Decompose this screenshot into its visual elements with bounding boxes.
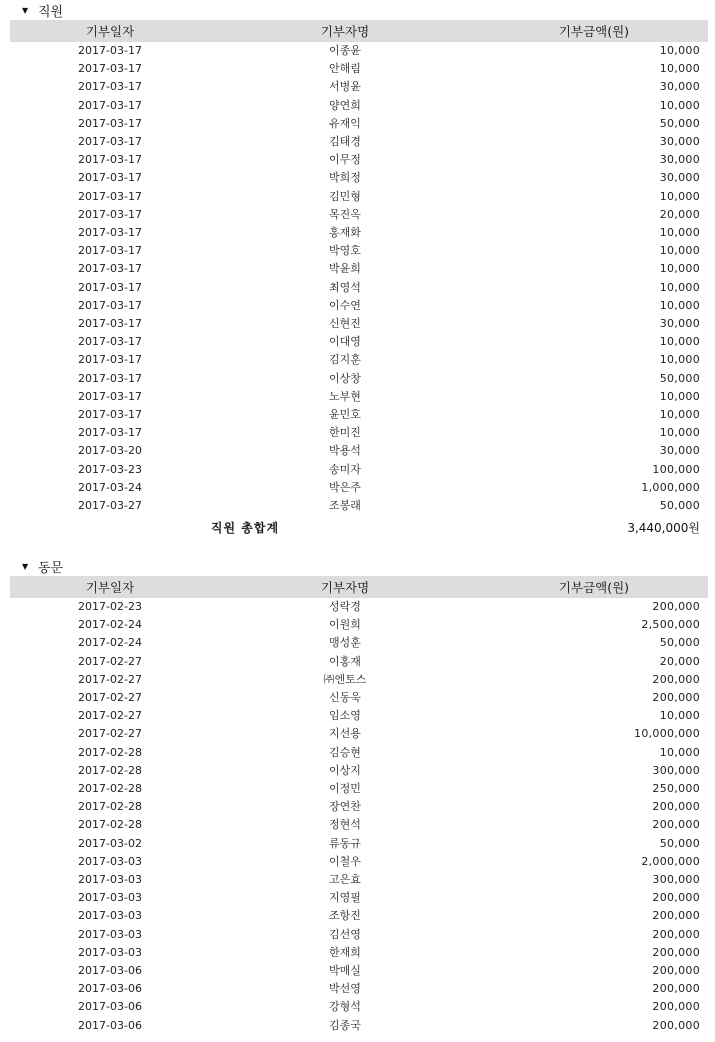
table-row [10,1017,708,1035]
triangle-down-icon: ▼ [22,561,29,571]
row-amount: 30,000 [659,135,700,149]
row-donor-name: 류동규 [329,836,361,850]
table-row [10,206,708,224]
row-amount: 10,000 [659,426,700,440]
row-amount: 200,000 [652,891,700,905]
staff-section-toggle[interactable] [0,0,715,20]
row-donor-name: 지영필 [329,891,361,905]
row-date: 2017-03-17 [78,189,142,203]
row-donor-name: 조봉래 [329,499,361,513]
table-row [10,907,708,925]
row-donor-name: 이무정 [329,153,361,167]
row-amount: 200,000 [652,672,700,686]
row-date: 2017-03-20 [78,444,142,458]
table-row [10,370,708,388]
row-donor-name: 유재익 [329,116,361,130]
table-row [10,762,708,780]
row-amount: 10,000 [659,262,700,276]
row-donor-name: 장연찬 [329,800,361,814]
table-row [10,479,708,497]
table-row [10,351,708,369]
row-amount: 10,000 [659,244,700,258]
row-donor-name: 임소영 [329,709,361,723]
row-amount: 10,000 [659,98,700,112]
table-row [10,188,708,206]
row-donor-name: 한미진 [329,426,361,440]
row-donor-name: 이철우 [329,854,361,868]
row-date: 2017-03-17 [78,135,142,149]
table-row [10,798,708,816]
row-amount: 30,000 [659,153,700,167]
row-amount: 2,500,000 [641,618,700,632]
table-row [10,653,708,671]
row-amount: 20,000 [659,207,700,221]
row-date: 2017-03-17 [78,171,142,185]
row-donor-name: 김지훈 [329,353,361,367]
row-date: 2017-03-17 [78,426,142,440]
table-row [10,115,708,133]
row-date: 2017-03-17 [78,280,142,294]
table-row [10,889,708,907]
row-donor-name: 조항진 [329,909,361,923]
row-amount: 200,000 [652,818,700,832]
row-donor-name: 홍재화 [329,226,361,240]
header-date: 기부일자 [10,576,210,598]
row-date: 2017-02-27 [78,654,142,668]
row-donor-name: 신동욱 [329,691,361,705]
table-row [10,224,708,242]
row-amount: 30,000 [659,171,700,185]
row-donor-name: 윤민호 [329,408,361,422]
alumni-section [0,556,715,1035]
table-row [10,835,708,853]
row-amount: 10,000 [659,745,700,759]
header-amount: 기부금액(원) [480,576,708,598]
row-amount: 30,000 [659,80,700,94]
table-row [10,816,708,834]
row-amount: 10,000 [659,408,700,422]
row-amount: 10,000 [659,44,700,57]
row-amount: 200,000 [652,927,700,941]
row-date: 2017-03-06 [78,1000,142,1014]
row-date: 2017-02-28 [78,782,142,796]
row-donor-name: 이홍재 [329,654,361,668]
row-donor-name: 정현석 [329,818,361,832]
row-donor-name: 박선영 [329,982,361,996]
row-date: 2017-03-17 [78,317,142,331]
row-amount: 50,000 [659,836,700,850]
row-amount: 10,000 [659,335,700,349]
row-donor-name: 이대영 [329,335,361,349]
row-date: 2017-03-24 [78,480,142,494]
row-donor-name: 박윤희 [329,262,361,276]
row-date: 2017-03-17 [78,44,142,57]
row-donor-name: 고은효 [329,873,361,887]
row-donor-name: 최영석 [329,280,361,294]
row-amount: 200,000 [652,982,700,996]
row-date: 2017-02-27 [78,691,142,705]
row-amount: 30,000 [659,317,700,331]
alumni-section-toggle[interactable] [0,556,715,576]
row-date: 2017-03-06 [78,982,142,996]
row-date: 2017-03-06 [78,964,142,978]
row-date: 2017-02-27 [78,709,142,723]
row-date: 2017-03-02 [78,836,142,850]
row-date: 2017-03-17 [78,244,142,258]
row-donor-name: 김선영 [329,927,361,941]
header-date: 기부일자 [10,20,210,42]
row-date: 2017-02-23 [78,600,142,613]
row-donor-name: 이정민 [329,782,361,796]
table-row [10,169,708,187]
table-row [10,926,708,944]
table-header-row [10,576,708,598]
row-date: 2017-03-06 [78,1018,142,1032]
row-amount: 200,000 [652,691,700,705]
row-date: 2017-03-03 [78,927,142,941]
row-amount: 100,000 [652,462,700,476]
row-donor-name: 노부현 [329,389,361,403]
row-date: 2017-02-27 [78,672,142,686]
table-row [10,97,708,115]
alumni-section-title: 동문 [38,560,64,576]
row-amount: 200,000 [652,1018,700,1032]
row-date: 2017-03-03 [78,945,142,959]
row-amount: 20,000 [659,654,700,668]
table-header-row [10,20,708,42]
table-row [10,297,708,315]
row-date: 2017-03-23 [78,462,142,476]
table-row [10,42,708,60]
row-date: 2017-03-17 [78,116,142,130]
row-donor-name: 양연희 [329,98,361,112]
row-amount: 10,000,000 [634,727,700,741]
alumni-donation-table [10,576,708,1035]
row-amount: 200,000 [652,800,700,814]
row-date: 2017-03-17 [78,226,142,240]
alumni-table-body [10,598,708,1035]
row-amount: 2,000,000 [641,854,700,868]
row-donor-name: 김승현 [329,745,361,759]
row-donor-name: 송미자 [329,462,361,476]
row-donor-name: 박영호 [329,244,361,258]
row-date: 2017-03-17 [78,371,142,385]
row-amount: 200,000 [652,1000,700,1014]
header-donor: 기부자명 [210,20,480,42]
header-amount: 기부금액(원) [480,20,708,42]
table-row [10,60,708,78]
row-date: 2017-02-28 [78,818,142,832]
row-date: 2017-03-17 [78,98,142,112]
row-donor-name: 이종윤 [329,44,361,57]
row-amount: 50,000 [659,499,700,513]
row-amount: 200,000 [652,945,700,959]
table-row [10,151,708,169]
row-donor-name: 목진옥 [329,207,361,221]
row-donor-name: 강형석 [329,1000,361,1014]
row-donor-name: 이원희 [329,618,361,632]
row-donor-name: 박은주 [329,480,361,494]
row-amount: 50,000 [659,116,700,130]
table-row [10,944,708,962]
row-donor-name: 박희정 [329,171,361,185]
table-row [10,616,708,634]
row-amount: 30,000 [659,444,700,458]
row-date: 2017-03-03 [78,909,142,923]
row-date: 2017-03-17 [78,353,142,367]
row-amount: 200,000 [652,600,700,613]
table-row [10,78,708,96]
row-donor-name: 신현진 [329,317,361,331]
row-amount: 200,000 [652,964,700,978]
row-amount: 1,000,000 [641,480,700,494]
table-row [10,671,708,689]
table-row [10,598,708,616]
row-donor-name: 이수연 [329,298,361,312]
row-date: 2017-03-17 [78,207,142,221]
row-date: 2017-03-17 [78,153,142,167]
row-donor-name: 성락경 [329,600,361,613]
row-donor-name: 이상창 [329,371,361,385]
table-row [10,279,708,297]
row-date: 2017-03-17 [78,335,142,349]
row-amount: 10,000 [659,298,700,312]
row-date: 2017-02-28 [78,800,142,814]
table-row [10,406,708,424]
table-row [10,998,708,1016]
row-donor-name: 한재희 [329,945,361,959]
row-date: 2017-03-17 [78,62,142,76]
table-row [10,461,708,479]
table-row [10,853,708,871]
staff-section-title: 직원 [38,4,64,20]
row-donor-name: 김종국 [329,1018,361,1032]
row-date: 2017-02-24 [78,636,142,650]
staff-donation-table [10,20,708,515]
row-date: 2017-02-24 [78,618,142,632]
triangle-down-icon: ▼ [22,5,29,15]
row-donor-name: ㈜엔토스 [323,672,367,686]
row-donor-name: 서병윤 [329,80,361,94]
row-date: 2017-03-17 [78,298,142,312]
row-amount: 10,000 [659,280,700,294]
row-amount: 50,000 [659,371,700,385]
row-amount: 10,000 [659,353,700,367]
table-row [10,707,708,725]
row-date: 2017-03-17 [78,408,142,422]
table-row [10,689,708,707]
table-row [10,424,708,442]
row-amount: 50,000 [659,636,700,650]
table-row [10,442,708,460]
row-amount: 300,000 [652,763,700,777]
table-row [10,962,708,980]
table-row [10,634,708,652]
row-date: 2017-03-03 [78,891,142,905]
row-amount: 250,000 [652,782,700,796]
row-amount: 10,000 [659,62,700,76]
header-donor: 기부자명 [210,576,480,598]
table-row [10,260,708,278]
table-row [10,725,708,743]
row-date: 2017-03-17 [78,262,142,276]
row-donor-name: 맹성훈 [329,636,361,650]
row-donor-name: 지선용 [329,727,361,741]
row-donor-name: 안해림 [329,62,361,76]
row-date: 2017-03-03 [78,854,142,868]
staff-total-value: 3,440,000원 [627,520,700,535]
row-amount: 200,000 [652,909,700,923]
row-amount: 10,000 [659,709,700,723]
row-date: 2017-03-27 [78,499,142,513]
row-date: 2017-02-28 [78,763,142,777]
staff-total-label: 직원 총합계 [210,520,280,535]
row-donor-name: 박매실 [329,964,361,978]
row-date: 2017-03-17 [78,80,142,94]
row-amount: 10,000 [659,189,700,203]
table-row [10,133,708,151]
table-row [10,242,708,260]
table-row [10,980,708,998]
table-row [10,871,708,889]
row-date: 2017-03-17 [78,389,142,403]
table-row [10,388,708,406]
row-donor-name: 김민형 [329,189,361,203]
table-row [10,780,708,798]
row-amount: 300,000 [652,873,700,887]
row-donor-name: 박용석 [329,444,361,458]
row-amount: 10,000 [659,226,700,240]
row-donor-name: 이상지 [329,763,361,777]
table-row [10,497,708,515]
row-donor-name: 김태경 [329,135,361,149]
staff-total-row [10,515,708,539]
row-date: 2017-03-03 [78,873,142,887]
staff-table-body [10,42,708,515]
table-row [10,333,708,351]
table-row [10,315,708,333]
row-amount: 10,000 [659,389,700,403]
row-date: 2017-02-28 [78,745,142,759]
table-row [10,744,708,762]
row-date: 2017-02-27 [78,727,142,741]
